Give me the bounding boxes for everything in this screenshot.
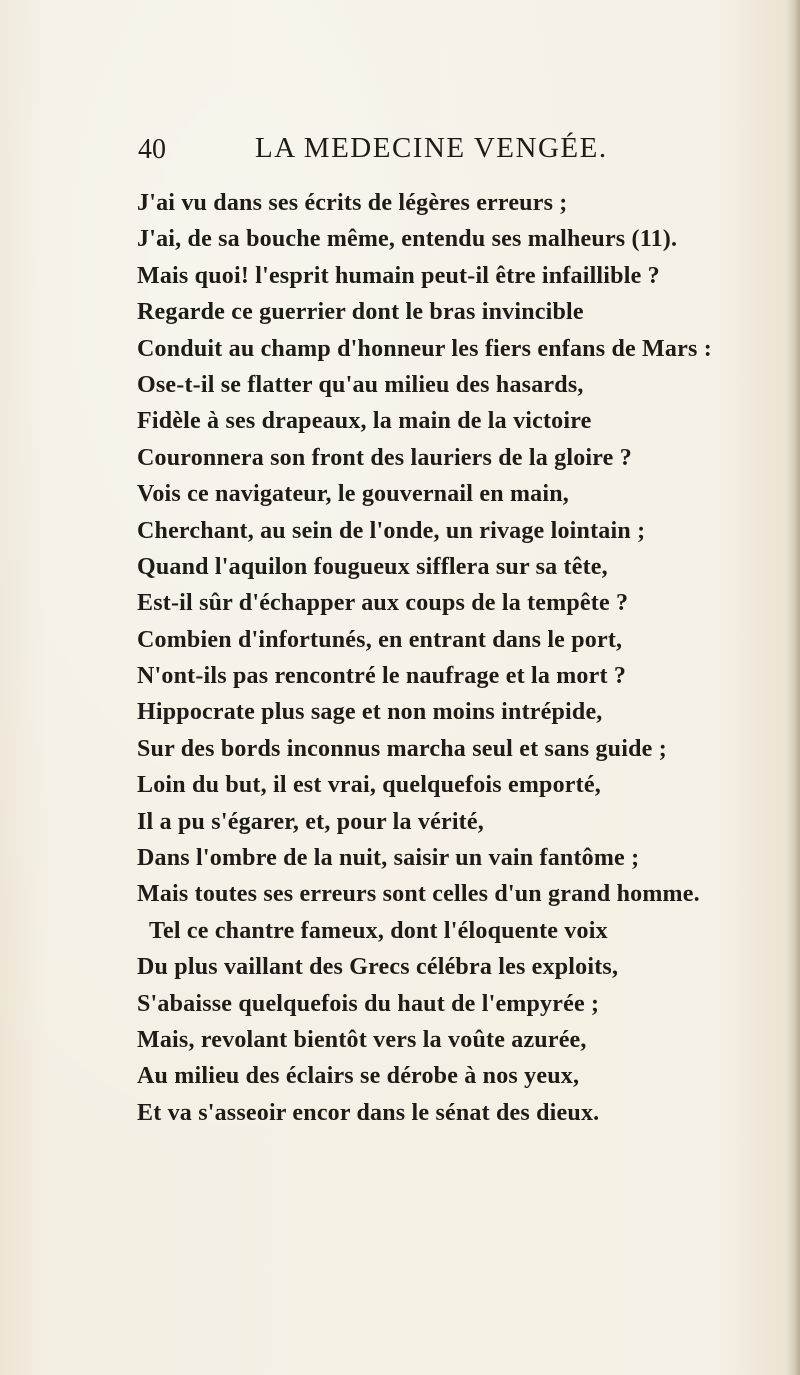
verse-line: Regarde ce guerrier dont le bras invincible: [137, 299, 584, 326]
verse-line: J'ai vu dans ses écrits de légères erreurs ;: [137, 190, 568, 216]
verse-line: N'ont-ils pas rencontré le naufrage et la mort ?: [137, 663, 627, 690]
verse-line: Vois ce navigateur, le gouvernail en main,: [137, 481, 569, 508]
verse-line: Dans l'ombre de la nuit, saisir un vain fantôme ;: [137, 845, 640, 872]
verse-line: Mais, revolant bientôt vers la voûte azurée,: [137, 1026, 587, 1053]
verse-line: Ose-t-il se flatter qu'au milieu des hasards,: [137, 371, 584, 398]
verse-line: Est-il sûr d'échapper aux coups de la tempête ?: [137, 590, 629, 617]
verse-line: Quand l'aquilon fougueux sifflera sur sa tête,: [137, 553, 608, 580]
verse-line: Hippocrate plus sage et non moins intrépide,: [137, 699, 603, 726]
verse-line: Couronnera son front des lauriers de la gloire ?: [137, 444, 632, 471]
verse-line: Combien d'infortunés, en entrant dans le port,: [137, 626, 623, 653]
page-header: [138, 132, 658, 176]
verse-line: Et va s'asseoir encor dans le sénat des dieux.: [137, 1099, 600, 1126]
verse-line: Du plus vaillant des Grecs célébra les exploits,: [137, 954, 619, 981]
verse-line: Tel ce chantre fameux, dont l'éloquente voix: [149, 917, 608, 944]
page-edge-shadow: [786, 0, 800, 1375]
verse-line: S'abaisse quelquefois du haut de l'empyrée ;: [137, 990, 600, 1017]
verse-line: J'ai, de sa bouche même, entendu ses malheurs (11).: [137, 226, 678, 253]
verse-line: Sur des bords inconnus marcha seul et sans guide ;: [137, 735, 667, 762]
verse-line: Mais toutes ses erreurs sont celles d'un grand homme.: [137, 881, 700, 908]
running-title: LA MEDECINE VENGÉE.: [255, 132, 608, 164]
verse-line: Mais quoi! l'esprit humain peut-il être infaillible ?: [137, 262, 660, 289]
verse-line: Fidèle à ses drapeaux, la main de la victoire: [137, 408, 592, 435]
page-number: 40: [138, 134, 166, 165]
poem-text: [137, 185, 777, 1131]
verse-line: Cherchant, au sein de l'onde, un rivage lointain ;: [137, 517, 646, 544]
verse-line: Au milieu des éclairs se dérobe à nos yeux,: [137, 1063, 580, 1090]
verse-line: Loin du but, il est vrai, quelquefois emporté,: [137, 772, 601, 799]
verse-line: Conduit au champ d'honneur les fiers enfans de Mars :: [137, 335, 712, 362]
verse-line: Il a pu s'égarer, et, pour la vérité,: [137, 808, 484, 835]
